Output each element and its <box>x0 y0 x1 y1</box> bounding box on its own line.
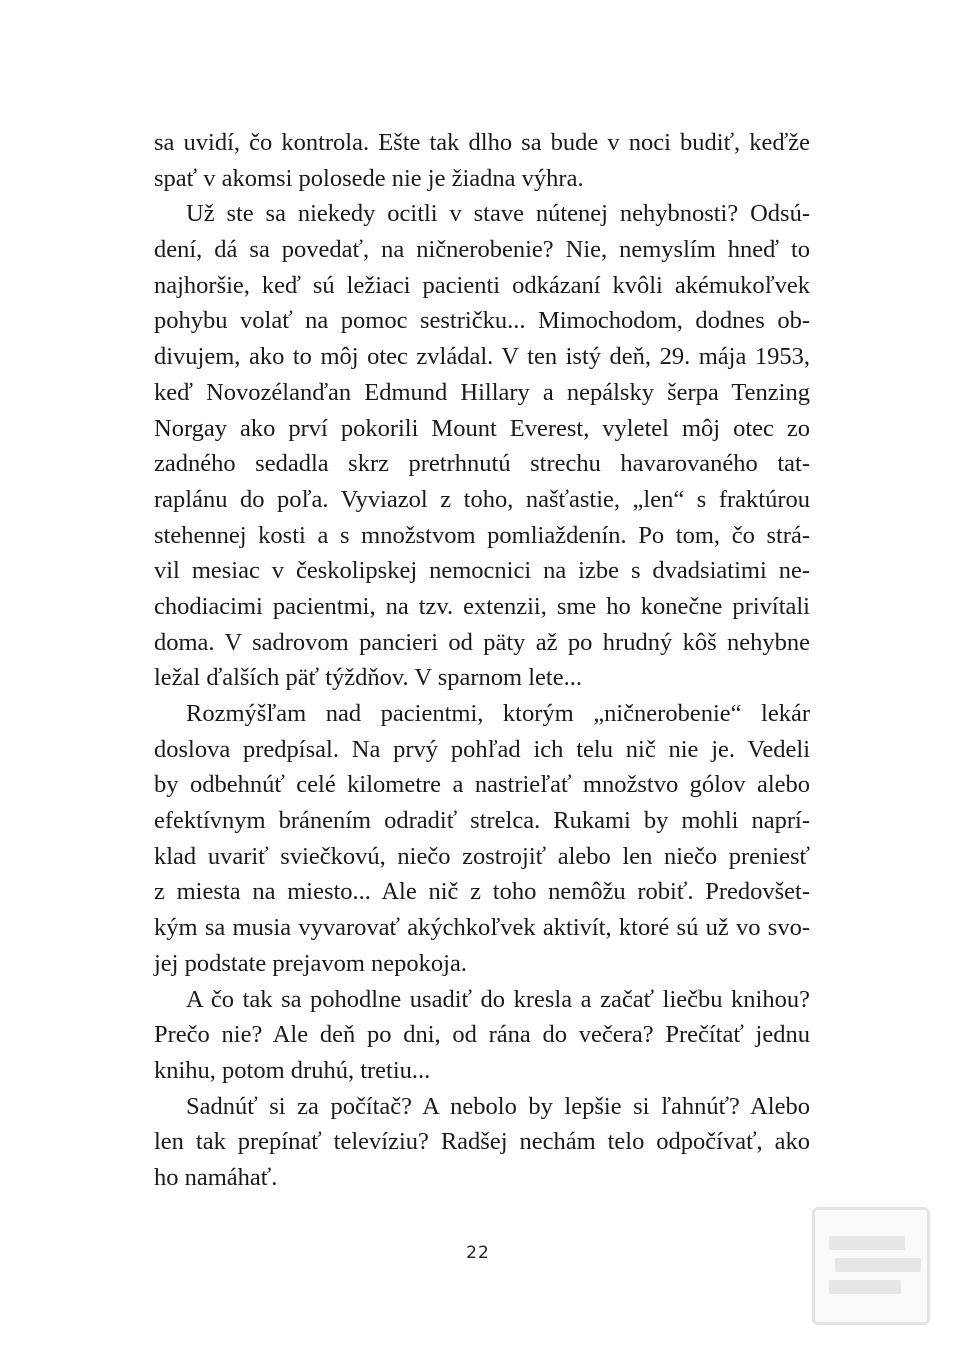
text-line: ležal ďalších päť týždňov. V sparnom lete... <box>154 664 582 692</box>
text-line: keď Novozélanďan Edmund Hillary a nepálsky šerpa Tenzing <box>154 378 810 406</box>
text-line: Norgay ako prví pokorili Mount Everest, vyletel môj otec zo <box>154 414 810 442</box>
paragraph <box>154 696 810 982</box>
text-line: doma. V sadrovom pancieri od päty až po hrudný kôš nehybne <box>154 628 810 656</box>
page-number: 22 <box>466 1243 490 1263</box>
text-line: raplánu do poľa. Vyviazol z toho, našťastie, „len“ s fraktúrou <box>154 485 810 513</box>
paragraph <box>154 1089 810 1196</box>
text-line: doslova predpísal. Na prvý pohľad ich telu nič nie je. Vedeli <box>154 735 810 763</box>
text-line: z miesta na miesto... Ale nič z toho nemôžu robiť. Predovšet- <box>154 878 810 906</box>
text-line: len tak prepínať televíziu? Radšej nechám telo odpočívať, ako <box>154 1128 810 1156</box>
text-line: Sadnúť si za počítač? A nebolo by lepšie si ľahnúť? Alebo <box>186 1092 810 1120</box>
text-line: najhoršie, keď sú ležiaci pacienti odkázaní kvôli akémukoľvek <box>154 271 810 299</box>
text-line: spať v akomsi polosede nie je žiadna výhra. <box>154 164 584 192</box>
text-line: efektívnym bránením odradiť strelca. Rukami by mohli naprí- <box>154 807 810 835</box>
body-text <box>154 125 810 1196</box>
text-line: Prečo nie? Ale deň po dni, od rána do večera? Prečítať jednu <box>154 1021 810 1049</box>
text-line: chodiacimi pacientmi, na tzv. extenzii, sme ho konečne privítali <box>154 592 810 620</box>
text-line: knihu, potom druhú, tretiu... <box>154 1056 431 1084</box>
text-line: vil mesiac v českolipskej nemocnici na izbe s dvadsiatimi ne- <box>154 557 810 585</box>
text-line: jej podstate prejavom nepokoja. <box>154 949 467 977</box>
paragraph <box>154 196 810 696</box>
paragraph <box>154 125 810 196</box>
text-line: kým sa musia vyvarovať akýchkoľvek aktivít, ktoré sú už vo svo- <box>154 914 810 942</box>
text-line: sa uvidí, čo kontrola. Ešte tak dlho sa bude v noci budiť, keďže <box>154 129 810 156</box>
text-line: ho namáhať. <box>154 1163 278 1191</box>
text-line: Rozmýšľam nad pacientmi, ktorým „ničnerobenie“ lekár <box>186 700 810 727</box>
text-line: by odbehnúť celé kilometre a nastrieľať množstvo gólov alebo <box>154 771 810 799</box>
text-line: pohybu volať na pomoc sestričku... Mimochodom, dodnes ob- <box>154 307 810 335</box>
text-line: dení, dá sa povedať, na ničnerobenie? Nie, nemyslím hneď to <box>154 236 810 264</box>
text-line: divujem, ako to môj otec zvládal. V ten istý deň, 29. mája 1953, <box>154 343 810 371</box>
paragraph <box>154 982 810 1089</box>
text-line: klad uvariť sviečkovú, niečo zostrojiť alebo len niečo preniesť <box>154 842 810 870</box>
text-line: zadného sedadla skrz pretrhnutú strechu havarovaného tat- <box>154 450 810 478</box>
text-line: stehennej kosti a s množstvom pomliaždenín. Po tom, čo strá- <box>154 521 810 549</box>
text-line: Už ste sa niekedy ocitli v stave nútenej nehybnosti? Odsú- <box>186 200 810 228</box>
book-stack-icon <box>812 1207 930 1325</box>
text-line: A čo tak sa pohodlne usadiť do kresla a začať liečbu knihou? <box>186 985 810 1013</box>
